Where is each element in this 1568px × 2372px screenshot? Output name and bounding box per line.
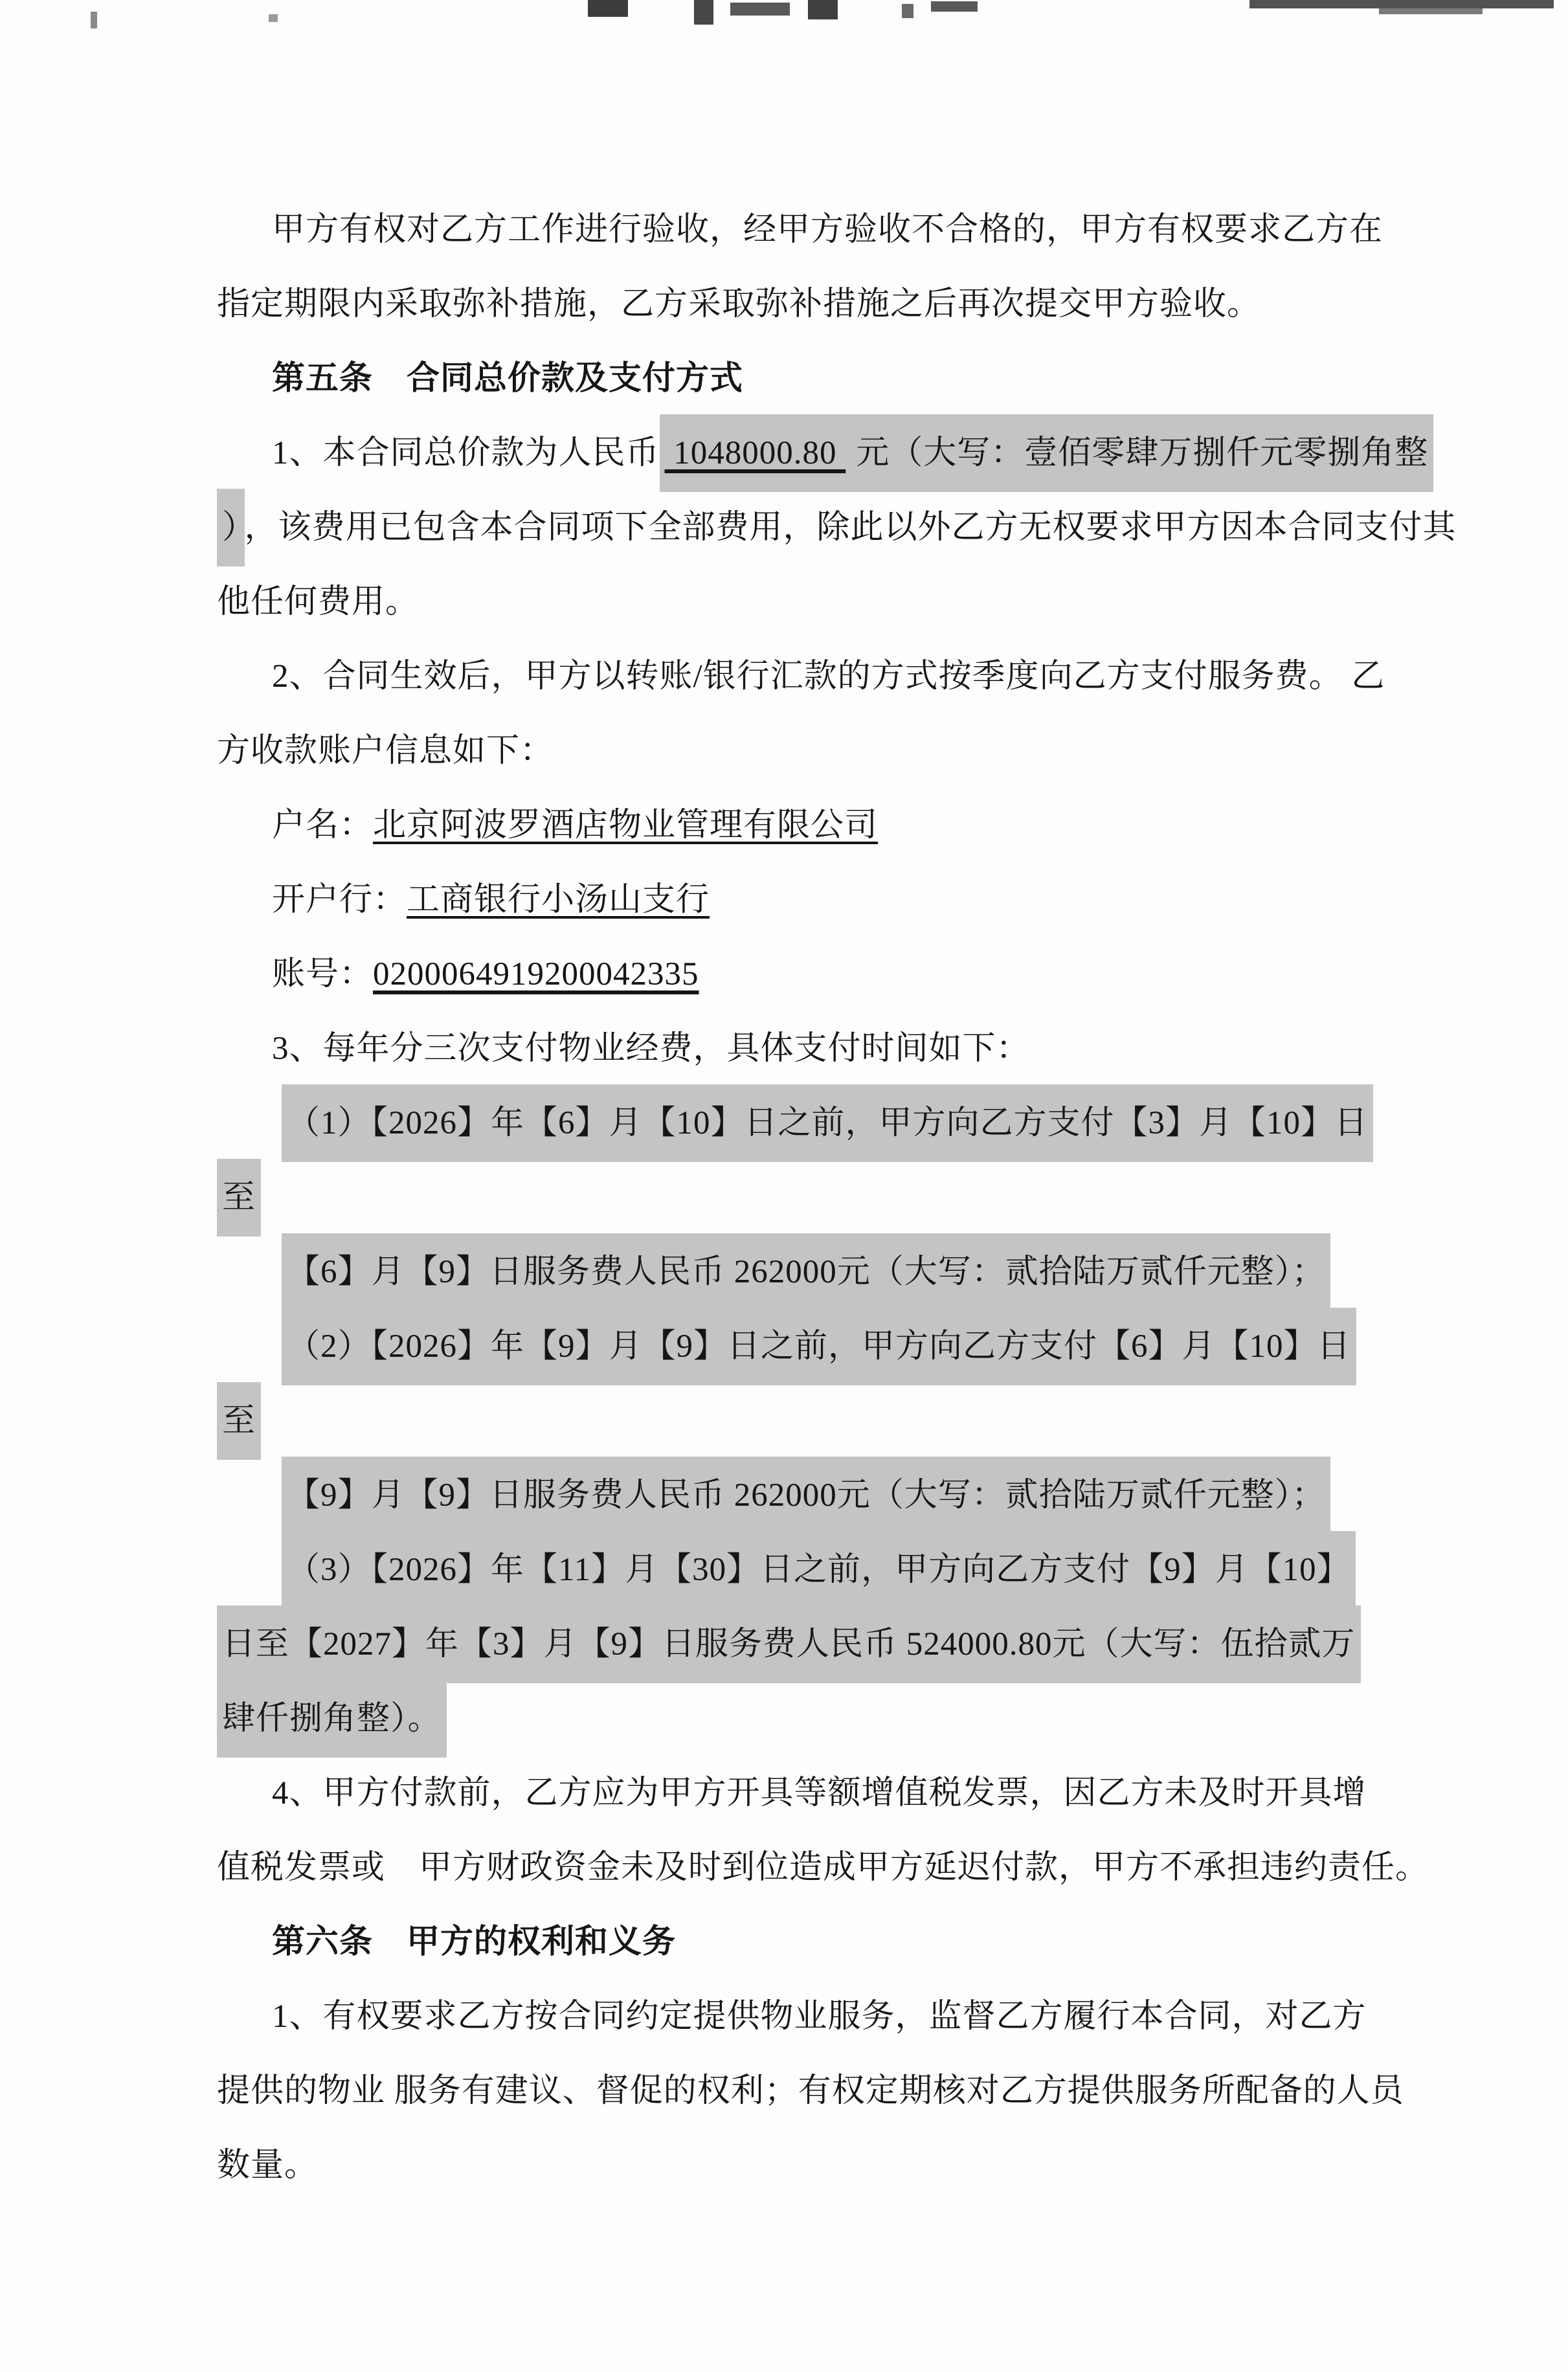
highlighted-text: （1）【2026】年【6】月【10】日之前，甲方向乙方支付【3】月【10】日: [282, 1084, 1373, 1162]
contract-line: [217, 640, 1568, 714]
contract-line: [217, 937, 1568, 1012]
contract-line: [217, 1235, 1568, 1310]
highlighted-text: 元（大写：壹佰零肆万捌仟元零捌角整: [851, 414, 1433, 492]
highlighted-text: 【9】月【9】日服务费人民币 262000元（大写：贰拾陆万贰仟元整）；: [282, 1457, 1330, 1534]
scan-artifact: [902, 4, 913, 18]
scan-artifact: [931, 1, 978, 12]
text-run: 数量。: [217, 2147, 319, 2184]
text-run: ，该费用已包含本合同项下全部费用，除此以外乙方无权要求甲方因本合同支付其: [244, 509, 1457, 546]
contract-line: [217, 2129, 1568, 2203]
contract-line: [217, 342, 1568, 416]
text-run: 方收款账户信息如下：: [217, 733, 554, 769]
scan-artifact: [1379, 8, 1483, 14]
contract-line: [217, 1905, 1568, 1980]
contract-line: [217, 1980, 1568, 2054]
contract-line: [217, 267, 1568, 342]
scan-artifact: [91, 12, 97, 28]
contract-line: [217, 1459, 1568, 1533]
scan-artifact: [1249, 0, 1554, 8]
contract-line: [217, 1756, 1568, 1831]
scan-artifact: [808, 0, 838, 19]
underlined-value: 工商银行小汤山支行: [407, 882, 710, 918]
contract-line: [217, 1682, 1568, 1756]
text-run: 户名：: [272, 807, 374, 844]
contract-line: [217, 2054, 1568, 2129]
text-run: 开户行：: [272, 882, 407, 918]
text-run: 甲方有权对乙方工作进行验收，经甲方验收不合格的，甲方有权要求乙方在: [272, 212, 1383, 248]
highlighted-text: ）: [217, 489, 245, 566]
contract-line: [217, 193, 1568, 267]
contract-body: [217, 193, 1568, 2203]
scan-artifact: [588, 0, 628, 17]
highlighted-text: （2）【2026】年【9】月【9】日之前，甲方向乙方支付【6】月【10】日: [282, 1308, 1356, 1385]
scan-artifact: [269, 14, 278, 22]
contract-line: [217, 1831, 1568, 1905]
scan-artifact: [730, 3, 790, 16]
text-run: 他任何费用。: [217, 584, 420, 620]
heading-text: 第五条 合同总价款及支付方式: [272, 361, 744, 397]
text-run: 提供的物业 服务有建议、督促的权利；有权定期核对乙方提供服务所配备的人员: [217, 2073, 1404, 2109]
highlighted-text: 1048000.80: [660, 414, 851, 492]
contract-line: [217, 1310, 1568, 1384]
contract-line: [217, 1607, 1568, 1682]
highlighted-text: 至: [217, 1382, 261, 1460]
scan-artifact: [694, 0, 713, 25]
highlighted-text: 【6】月【9】日服务费人民币 262000元（大写：贰拾陆万贰仟元整）；: [282, 1233, 1330, 1311]
highlighted-text: 至: [217, 1159, 261, 1236]
underlined-value: 北京阿波罗酒店物业管理有限公司: [373, 807, 879, 844]
contract-line: [217, 714, 1568, 789]
contract-line: [217, 1384, 1568, 1459]
text-run: 4、甲方付款前，乙方应为甲方开具等额增值税发票，因乙方未及时开具增: [272, 1775, 1367, 1811]
contract-line: [217, 491, 1568, 565]
text-run: 值税发票或 甲方财政资金未及时到位造成甲方延迟付款，甲方不承担违约责任。: [217, 1850, 1429, 1886]
text-run: 3、每年分三次支付物业经费，具体支付时间如下：: [272, 1031, 1030, 1067]
contract-line: [217, 1533, 1568, 1607]
highlighted-text: （3）【2026】年【11】月【30】日之前，甲方向乙方支付【9】月【10】: [282, 1531, 1356, 1609]
highlighted-text: 日至【2027】年【3】月【9】日服务费人民币 524000.80元（大写：伍拾贰万: [217, 1606, 1361, 1683]
contract-line: [217, 1086, 1568, 1161]
text-run: 2、合同生效后，甲方以转账/银行汇款的方式按季度向乙方支付服务费。 乙: [272, 658, 1385, 695]
text-run: 账号：: [272, 956, 374, 992]
text-run: 指定期限内采取弥补措施，乙方采取弥补措施之后再次提交甲方验收。: [217, 286, 1261, 322]
contract-line: [217, 789, 1568, 863]
underlined-value: 0200064919200042335: [373, 956, 699, 992]
contract-line: [217, 1161, 1568, 1235]
text-run: 1、本合同总价款为人民币: [272, 435, 660, 471]
contract-line: [217, 565, 1568, 640]
text-run: 1、有权要求乙方按合同约定提供物业服务，监督乙方履行本合同，对乙方: [272, 1998, 1367, 2035]
contract-line: [217, 1012, 1568, 1086]
contract-line: [217, 863, 1568, 937]
contract-line: [217, 416, 1568, 491]
highlighted-text: 肆仟捌角整）。: [217, 1680, 447, 1758]
heading-text: 第六条 甲方的权利和义务: [272, 1924, 677, 1960]
